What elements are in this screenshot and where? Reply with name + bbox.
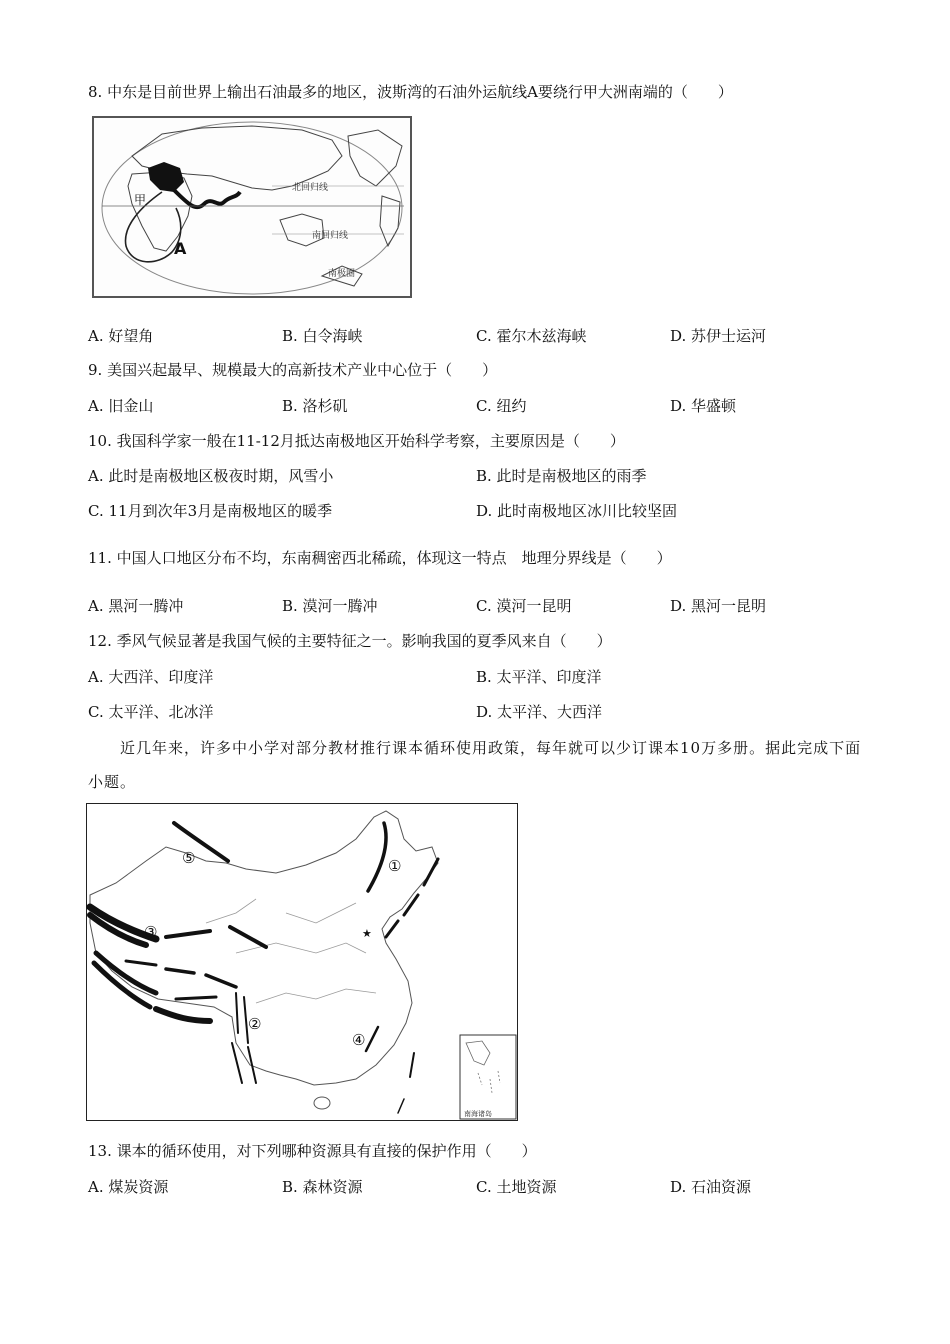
map-label-tropic-north: 北回归线: [292, 183, 329, 193]
map-label-4: ④: [352, 1031, 366, 1049]
q9-option-d[interactable]: D. 华盛顿: [670, 397, 737, 415]
question-12-stem: 12. 季风气候显著是我国气候的主要特征之一。影响我国的夏季风来自（ ）: [88, 632, 612, 650]
passage-text: 近几年来，许多中小学对部分教材推行课本循环使用政策，每年就可以少订课本10万多册。据此完成下面小题。: [88, 739, 862, 791]
q10-option-b[interactable]: B. 此时是南极地区的雨季: [476, 467, 647, 485]
map-label-1: ①: [388, 857, 402, 875]
map-label-route-a: A: [174, 239, 187, 258]
map-label-jia: 甲: [134, 193, 147, 207]
china-map-figure: [86, 803, 518, 1121]
reading-passage: [88, 731, 868, 799]
map-label-2: ②: [248, 1015, 262, 1033]
map-label-antarctic: 南极圈: [328, 269, 356, 279]
q9-option-c[interactable]: C. 纽约: [476, 397, 527, 415]
q10-option-c[interactable]: C. 11月到次年3月是南极地区的暖季: [88, 502, 333, 520]
q13-option-d[interactable]: D. 石油资源: [670, 1178, 752, 1196]
q11-option-b[interactable]: B. 漠河一腾冲: [282, 597, 378, 615]
q9-option-a[interactable]: A. 旧金山: [88, 397, 154, 415]
question-13-stem: 13. 课本的循环使用，对下列哪种资源具有直接的保护作用（ ）: [88, 1142, 537, 1160]
world-oil-route-map: [92, 116, 412, 298]
q11-option-d[interactable]: D. 黑河一昆明: [670, 597, 767, 615]
question-8-stem: 8. 中东是目前世界上输出石油最多的地区，波斯湾的石油外运航线A要绕行甲大洲南端的（ ）: [88, 83, 733, 101]
question-11-stem: 11. 中国人口地区分布不均，东南稠密西北稀疏，体现这一特点 地理分界线是（ ）: [88, 549, 672, 567]
q9-option-b[interactable]: B. 洛杉矶: [282, 397, 348, 415]
q12-option-d[interactable]: D. 太平洋、大西洋: [476, 703, 603, 721]
q13-option-c[interactable]: C. 土地资源: [476, 1178, 557, 1196]
q10-option-d[interactable]: D. 此时南极地区冰川比较坚固: [476, 502, 678, 520]
q11-option-a[interactable]: A. 黑河一腾冲: [88, 597, 184, 615]
question-9-stem: 9. 美国兴起最早、规模最大的高新技术产业中心位于（ ）: [88, 361, 498, 379]
q13-option-a[interactable]: A. 煤炭资源: [88, 1178, 169, 1196]
inset-label: 南海诸岛: [464, 1110, 492, 1118]
q8-option-b[interactable]: B. 白令海峡: [282, 327, 363, 345]
map-label-5: ⑤: [182, 849, 196, 867]
q11-option-c[interactable]: C. 漠河一昆明: [476, 597, 572, 615]
q10-option-a[interactable]: A. 此时是南极地区极夜时期，风雪小: [88, 467, 334, 485]
map-label-3: ③: [144, 923, 158, 941]
q12-option-a[interactable]: A. 大西洋、印度洋: [88, 668, 214, 686]
q8-option-d[interactable]: D. 苏伊士运河: [670, 327, 767, 345]
q8-option-a[interactable]: A. 好望角: [88, 327, 154, 345]
q12-option-c[interactable]: C. 太平洋、北冰洋: [88, 703, 214, 721]
svg-text:★: ★: [362, 927, 372, 940]
q12-option-b[interactable]: B. 太平洋、印度洋: [476, 668, 602, 686]
q8-option-c[interactable]: C. 霍尔木兹海峡: [476, 327, 587, 345]
q13-option-b[interactable]: B. 森林资源: [282, 1178, 363, 1196]
question-10-stem: 10. 我国科学家一般在11-12月抵达南极地区开始科学考察，主要原因是（ ）: [88, 432, 625, 450]
map-label-tropic-south: 南回归线: [312, 231, 349, 241]
